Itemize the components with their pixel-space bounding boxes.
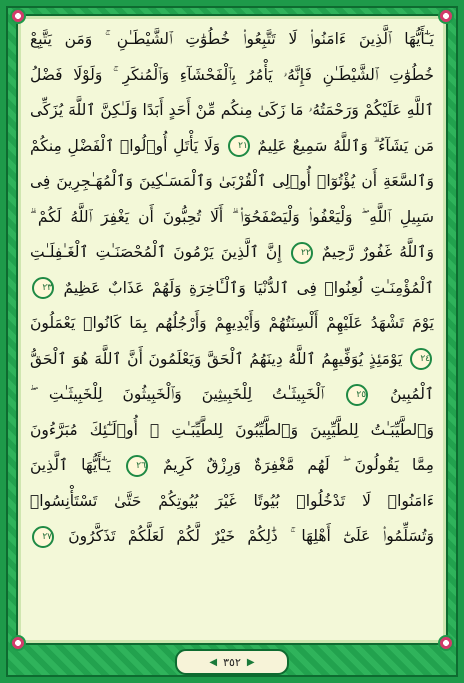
text-line [30,22,434,58]
verse-text: يَوْمَئِذٍ يُوَفِّيهِمُ ٱللَّهُ دِينَهُمُ ٱلْحَقَّ وَيَعْلَمُونَ أَنَّ ٱللَّهَ هُوَ ٱلْحَقُّ [30,349,403,368]
ayah-number-marker: ٢٣ [32,277,54,299]
text-line [30,484,434,520]
verse-text: يَوْمَ تَشْهَدُ عَلَيْهِمْ أَلْسِنَتُهُمْ وَأَيْدِيهِمْ وَأَرْجُلُهُم بِمَا كَانُوا۟ يَعْمَلُونَ [30,314,434,332]
ayah-number-marker: ٢٦ [126,455,148,477]
page-number: ٣٥٢ [223,655,241,669]
text-line [30,377,434,413]
text-line [30,448,434,484]
verse-text: وَٱللَّهُ غَفُورٌ رَّحِيمٌ [321,243,434,261]
corner-ornament-icon [438,635,454,651]
verse-text: وَٱلطَّيِّبَـٰتُ لِلطَّيِّبِينَ وَٱلطَّيِّبُونَ لِلطَّيِّبَـٰتِ ۚ أُو۟لَـٰٓئِكَ مُبَرَّءُونَ [30,420,434,439]
verse-text: مِمَّا يَقُولُونَ ۖ لَهُم مَّغْفِرَةٌ وَرِزْقٌ كَرِيمٌ [162,456,434,474]
verse-text: ٱلْمُبِينُ [390,385,434,403]
text-line [30,413,434,449]
verse-text: سَبِيلِ ٱللَّهِ ۖ وَلْيَعْفُوا۟ وَلْيَصْفَحُوٓا۟ ۗ أَلَا تُحِبُّونَ أَن يَغْفِرَ ٱللَّهُ لَكُمْ ۗ [30,207,434,226]
text-line [30,342,434,378]
ayah-number-marker: ٢٤ [410,348,432,370]
text-line [30,58,434,94]
corner-ornament-icon [438,8,454,24]
arrow-left-icon[interactable]: ◀ [209,656,218,668]
verse-text: وَلَا يَأْتَلِ أُو۟لُوا۟ ٱلْفَضْلِ مِنكُمْ [30,136,221,155]
verse-text: إِنَّ ٱلَّذِينَ يَرْمُونَ ٱلْمُحْصَنَـٰتِ ٱلْغَـٰفِلَـٰتِ [30,243,282,261]
text-line [30,164,434,200]
page-footer [175,649,289,675]
ayah-number-marker: ٢٥ [346,384,368,406]
verse-text: وَتُسَلِّمُوا۟ عَلَىٰٓ أَهْلِهَا ۚ ذَٰلِكُمْ خَيْرٌ لَّكُمْ لَعَلَّكُمْ تَذَكَّرُونَ [68,527,434,545]
arrow-right-icon[interactable]: ▶ [246,656,255,668]
verse-text: وَٱلسَّعَةِ أَن يُؤْتُوٓا۟ أُو۟لِى ٱلْقُرْبَىٰ وَٱلْمَسَـٰكِينَ وَٱلْمُهَـٰجِرِينَ فِى [30,172,434,190]
text-line [30,235,434,271]
text-line [30,93,434,129]
verse-text: ٱلْمُؤْمِنَـٰتِ لُعِنُوا۟ فِى ٱلدُّنْيَا وَٱلْـَٔاخِرَةِ وَلَهُمْ عَذَابٌ عَظِيمٌ [63,278,434,297]
quran-text [30,22,434,555]
text-line [30,271,434,307]
corner-ornament-icon [10,635,26,651]
verse-text: يَـٰٓأَيُّهَا ٱلَّذِينَ ءَامَنُوا۟ لَا تَتَّبِعُوا۟ خُطُوَٰتِ ٱلشَّيْطَـٰنِ ۚ وَمَن يَتَّبِعْ [30,30,434,48]
ayah-number-marker: ٢٧ [32,526,54,548]
verse-text: ٱللَّهِ عَلَيْكُمْ وَرَحْمَتُهُۥ مَا زَكَىٰ مِنكُم مِّنْ أَحَدٍ أَبَدًا وَلَـٰكِنَّ ٱللَّهَ يُزَكِّى [30,101,434,119]
ayah-number-marker: ٢٢ [291,242,313,264]
text-line [30,200,434,236]
verse-text: ٱلْخَبِيثَـٰتُ لِلْخَبِيثِينَ وَٱلْخَبِيثُونَ لِلْخَبِيثَـٰتِ ۖ [30,385,325,403]
corner-ornament-icon [10,8,26,24]
verse-text: خُطُوَٰتِ ٱلشَّيْطَـٰنِ فَإِنَّهُۥ يَأْمُرُ بِٱلْفَحْشَآءِ وَٱلْمُنكَرِ ۚ وَلَوْلَا فَضْلُ [30,65,434,84]
text-line [30,306,434,342]
verse-text: مَن يَشَآءُ ۗ وَٱللَّهُ سَمِيعٌ عَلِيمٌ [257,136,434,155]
text-line [30,129,434,165]
text-line [30,519,434,555]
ayah-number-marker: ٢١ [228,135,250,157]
verse-text: يَـٰٓأَيُّهَا ٱلَّذِينَ [30,456,111,474]
verse-text: ءَامَنُوا۟ لَا تَدْخُلُوا۟ بُيُوتًا غَيْرَ بُيُوتِكُمْ حَتَّىٰ تَسْتَأْنِسُوا۟ [30,491,434,510]
